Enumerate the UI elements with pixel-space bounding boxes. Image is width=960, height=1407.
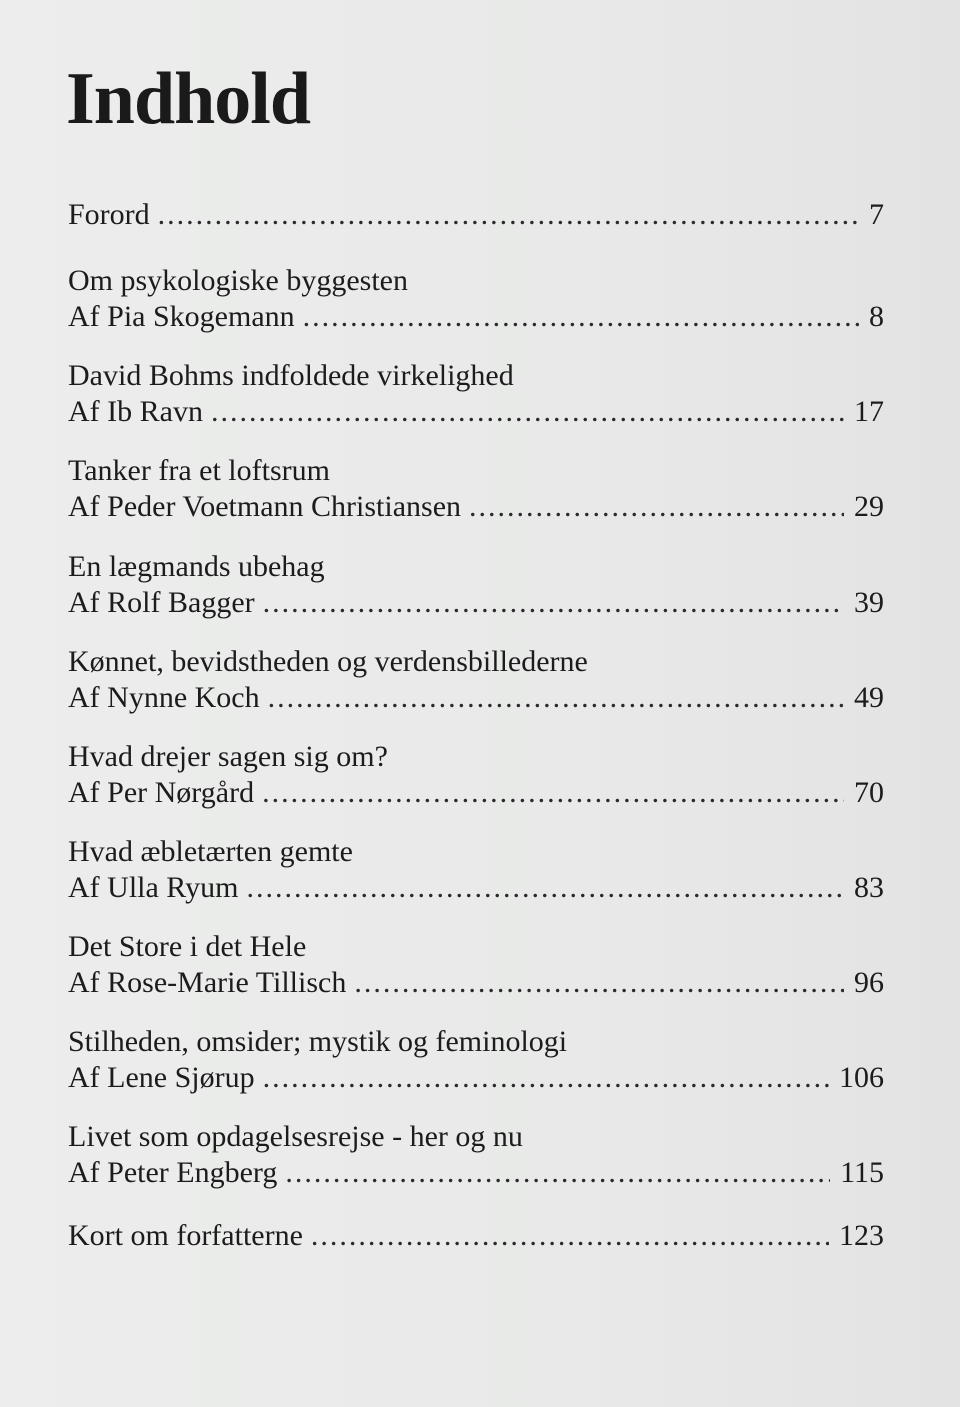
toc-entry <box>68 264 884 334</box>
toc-entry-title: Kort om forfatterne <box>68 1219 303 1252</box>
toc-entry-author: Af Rolf Bagger <box>68 586 255 619</box>
dot-leader <box>285 1156 830 1190</box>
toc-entry <box>68 1025 884 1095</box>
toc-entry <box>68 359 884 429</box>
dot-leader <box>263 586 844 620</box>
toc-entry-author: Af Peter Engberg <box>68 1156 278 1189</box>
toc-entry-forord <box>68 198 884 232</box>
toc-page-number: 7 <box>869 198 884 231</box>
toc-page-number: 123 <box>839 1219 884 1252</box>
toc-entry-author: Af Rose-Marie Tillisch <box>68 966 347 999</box>
toc-entry <box>68 740 884 810</box>
dot-leader <box>311 1219 829 1253</box>
dot-leader <box>469 490 844 524</box>
toc-page-number: 8 <box>869 300 884 333</box>
page-heading: Indhold <box>66 58 310 140</box>
toc-page-number: 39 <box>854 586 884 619</box>
dot-leader <box>158 198 859 232</box>
dot-leader <box>246 871 844 905</box>
toc-entry-title: Tanker fra et loftsrum <box>68 454 330 487</box>
toc-entry-title: Hvad drejer sagen sig om? <box>68 740 388 773</box>
dot-leader <box>268 681 844 715</box>
toc-page-number: 83 <box>854 871 884 904</box>
toc-page-number: 106 <box>839 1061 884 1094</box>
toc-entry-title: Kønnet, bevidstheden og verdensbillederne <box>68 645 588 678</box>
toc-page-number: 17 <box>854 395 884 428</box>
toc-entry-title: Om psykologiske byggesten <box>68 264 408 297</box>
toc-entry-author: Af Per Nørgård <box>68 776 255 809</box>
toc-entry-author: Af Ib Ravn <box>68 395 203 428</box>
toc-page-number: 70 <box>854 776 884 809</box>
dot-leader <box>262 776 844 810</box>
toc-entry-author: Af Ulla Ryum <box>68 871 239 904</box>
dot-leader <box>263 1061 829 1095</box>
toc-page-number: 115 <box>840 1156 884 1189</box>
dot-leader <box>303 300 859 334</box>
dot-leader <box>354 966 844 1000</box>
toc-entry-author: Af Peder Voetmann Christiansen <box>68 490 462 523</box>
toc-entry-title: Livet som opdagelsesrejse - her og nu <box>68 1120 523 1153</box>
toc-page-number: 96 <box>854 966 884 999</box>
toc-entry <box>68 454 884 524</box>
toc-entry <box>68 835 884 905</box>
toc-entry <box>68 930 884 1000</box>
toc-entry-author: Af Lene Sjørup <box>68 1061 255 1094</box>
toc-entry-title: David Bohms indfoldede virkelighed <box>68 359 514 392</box>
toc-entry <box>68 550 884 620</box>
toc-entry <box>68 1120 884 1190</box>
toc-entry-author: Af Pia Skogemann <box>68 300 295 333</box>
toc-entry-author: Af Nynne Koch <box>68 681 260 714</box>
toc-entry-title: Stilheden, omsider; mystik og feminologi <box>68 1025 568 1058</box>
toc-page-number: 49 <box>854 681 884 714</box>
toc-page-number: 29 <box>854 490 884 523</box>
dot-leader <box>211 395 844 429</box>
toc-entry-title: Forord <box>68 198 150 231</box>
toc-entry-title: Det Store i det Hele <box>68 930 307 963</box>
toc-entry-title: En lægmands ubehag <box>68 550 325 583</box>
toc-entry <box>68 645 884 715</box>
toc-entry-closing <box>68 1219 884 1253</box>
toc-entry-title: Hvad æbletærten gemte <box>68 835 353 868</box>
